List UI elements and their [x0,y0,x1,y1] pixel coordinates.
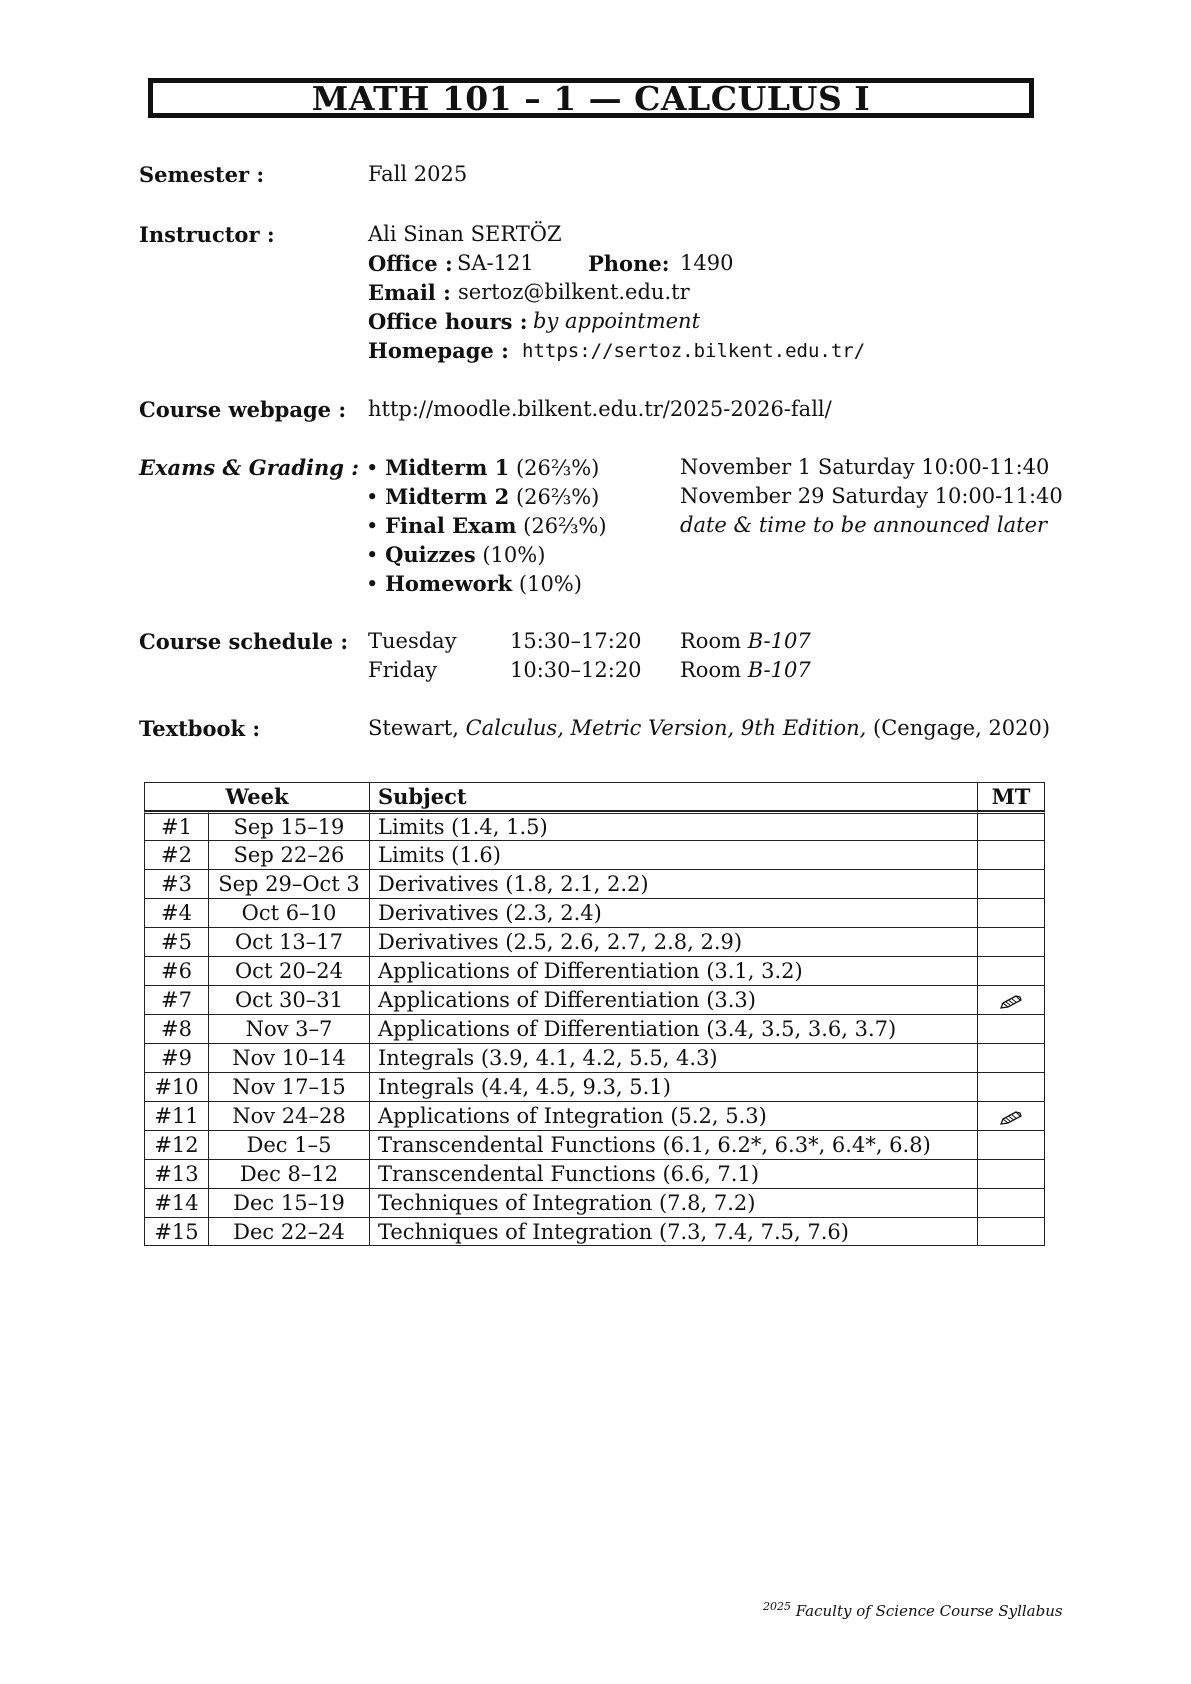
table-body [144,811,1045,1246]
mt-cell [977,869,1045,898]
weekly-schedule-table [144,782,1045,1246]
instructor-name: Ali Sinan SERTÖZ [368,222,562,246]
homepage-link[interactable]: https://sertoz.bilkent.edu.tr/ [522,340,866,362]
week-dates-cell: Dec 22–24 [208,1217,369,1246]
exam-weight: (26⅔%) [523,514,607,538]
semester-value: Fall 2025 [368,162,468,186]
room-label: Room [680,629,742,653]
subject-cell: Derivatives (2.5, 2.6, 2.7, 2.8, 2.9) [369,927,977,956]
mt-cell [977,1159,1045,1188]
mt-cell [977,1101,1045,1130]
week-number-cell: #7 [144,985,208,1014]
subject-cell: Transcendental Functions (6.1, 6.2*, 6.3*, 6.4*, 6.8) [369,1130,977,1159]
week-number-cell: #13 [144,1159,208,1188]
exam-item: • Quizzes (10%) [366,542,546,567]
week-dates-cell: Sep 15–19 [208,811,369,840]
mt-cell [977,1072,1045,1101]
schedule-label: Course schedule : [139,629,349,654]
textbook-title: Calculus, Metric Version, 9th Edition, [465,716,867,740]
mt-header: MT [977,782,1045,811]
pencil-icon [999,994,1023,1010]
week-number-cell: #5 [144,927,208,956]
exams-label: Exams & Grading : [139,455,360,480]
week-header: Week [144,782,369,811]
mt-cell [977,811,1045,840]
table-row [144,869,1045,898]
table-row [144,1043,1045,1072]
table-header-row [144,782,1045,811]
exam-weight: (26⅔%) [515,485,600,509]
email-link[interactable]: sertoz@bilkent.edu.tr [458,280,690,304]
week-number-cell: #6 [144,956,208,985]
mt-cell [977,1188,1045,1217]
mt-cell [977,956,1045,985]
textbook-author: Stewart, [368,716,459,740]
subject-cell: Techniques of Integration (7.8, 7.2) [369,1188,977,1217]
mt-cell [977,927,1045,956]
table-row [144,1217,1045,1246]
footer-text: Faculty of Science Course Syllabus [795,1602,1063,1620]
exam-item: • Final Exam (26⅔%) [366,513,607,538]
subject-cell: Derivatives (2.3, 2.4) [369,898,977,927]
page-title: MATH 101 – 1 — CALCULUS I [148,78,1034,118]
mt-cell [977,1217,1045,1246]
week-dates-cell: Nov 10–14 [208,1043,369,1072]
footer [763,1600,1063,1620]
phone-value: 1490 [680,251,734,275]
table-row [144,1159,1045,1188]
subject-cell: Applications of Differentiation (3.4, 3.5, 3.6, 3.7) [369,1014,977,1043]
exam-name: Final Exam [385,513,517,538]
table-row [144,1130,1045,1159]
week-number-cell: #3 [144,869,208,898]
week-number-cell: #15 [144,1217,208,1246]
schedule-room [680,658,811,682]
semester-label: Semester : [139,162,265,187]
week-dates-cell: Sep 29–Oct 3 [208,869,369,898]
subject-cell: Transcendental Functions (6.6, 7.1) [369,1159,977,1188]
table-row [144,898,1045,927]
week-dates-cell: Dec 1–5 [208,1130,369,1159]
exam-date: November 29 Saturday 10:00-11:40 [680,484,1063,508]
subject-cell: Limits (1.4, 1.5) [369,811,977,840]
office-label: Office : [368,251,453,276]
exam-name: Quizzes [385,542,476,567]
schedule-day: Tuesday [368,629,457,653]
week-dates-cell: Nov 24–28 [208,1101,369,1130]
office-hours-value: by appointment [533,309,701,333]
phone-label: Phone: [588,251,670,276]
week-number-cell: #10 [144,1072,208,1101]
textbook-publisher: (Cengage, 2020) [873,716,1051,740]
office-value: SA-121 [457,251,534,275]
homepage-label: Homepage : [368,338,509,363]
week-number-cell: #9 [144,1043,208,1072]
exam-weight: (10%) [518,572,582,596]
exam-name: Homework [385,571,513,596]
exam-name: Midterm 1 [385,455,510,480]
mt-cell [977,1014,1045,1043]
room-label: Room [680,658,742,682]
textbook-value [368,716,1050,740]
week-number-cell: #4 [144,898,208,927]
instructor-label: Instructor : [139,222,275,247]
subject-cell: Integrals (3.9, 4.1, 4.2, 5.5, 4.3) [369,1043,977,1072]
pencil-icon [999,1110,1023,1126]
mt-cell [977,840,1045,869]
week-dates-cell: Oct 20–24 [208,956,369,985]
exam-item: • Homework (10%) [366,571,582,596]
webpage-link[interactable]: http://moodle.bilkent.edu.tr/2025-2026-fall/ [368,397,832,421]
schedule-room [680,629,811,653]
schedule-time: 15:30–17:20 [510,629,642,653]
table-row [144,1014,1045,1043]
week-number-cell: #2 [144,840,208,869]
email-label: Email : [368,280,451,305]
subject-cell: Limits (1.6) [369,840,977,869]
week-number-cell: #14 [144,1188,208,1217]
textbook-label: Textbook : [139,716,261,741]
table-row [144,956,1045,985]
exam-weight: (10%) [482,543,546,567]
table-row [144,1101,1045,1130]
mt-cell [977,985,1045,1014]
room-value: B-107 [747,658,811,682]
schedule-day: Friday [368,658,438,682]
table-row [144,985,1045,1014]
subject-header: Subject [369,782,977,811]
exam-weight: (26⅔%) [515,456,600,480]
table-row [144,811,1045,840]
week-number-cell: #8 [144,1014,208,1043]
subject-cell: Applications of Differentiation (3.1, 3.2) [369,956,977,985]
mt-cell [977,898,1045,927]
mt-cell [977,1043,1045,1072]
office-hours-label: Office hours : [368,309,528,334]
week-dates-cell: Sep 22–26 [208,840,369,869]
week-dates-cell: Oct 13–17 [208,927,369,956]
mt-cell [977,1130,1045,1159]
subject-cell: Applications of Integration (5.2, 5.3) [369,1101,977,1130]
week-dates-cell: Dec 15–19 [208,1188,369,1217]
table-row [144,1072,1045,1101]
week-dates-cell: Oct 6–10 [208,898,369,927]
week-number-cell: #1 [144,811,208,840]
exam-item: • Midterm 2 (26⅔%) [366,484,600,509]
subject-cell: Integrals (4.4, 4.5, 9.3, 5.1) [369,1072,977,1101]
exam-date: date & time to be announced later [680,513,1048,537]
week-number-cell: #11 [144,1101,208,1130]
week-number-cell: #12 [144,1130,208,1159]
week-dates-cell: Nov 17–15 [208,1072,369,1101]
table-row [144,1188,1045,1217]
table-row [144,927,1045,956]
table-row [144,840,1045,869]
exam-date: November 1 Saturday 10:00-11:40 [680,455,1050,479]
subject-cell: Applications of Differentiation (3.3) [369,985,977,1014]
subject-cell: Derivatives (1.8, 2.1, 2.2) [369,869,977,898]
week-dates-cell: Oct 30–31 [208,985,369,1014]
week-dates-cell: Dec 8–12 [208,1159,369,1188]
subject-cell: Techniques of Integration (7.3, 7.4, 7.5, 7.6) [369,1217,977,1246]
exam-item: • Midterm 1 (26⅔%) [366,455,600,480]
footer-year: 2025 [763,1600,791,1613]
room-value: B-107 [747,629,811,653]
week-dates-cell: Nov 3–7 [208,1014,369,1043]
exam-name: Midterm 2 [385,484,510,509]
schedule-time: 10:30–12:20 [510,658,642,682]
webpage-label: Course webpage : [139,397,347,422]
